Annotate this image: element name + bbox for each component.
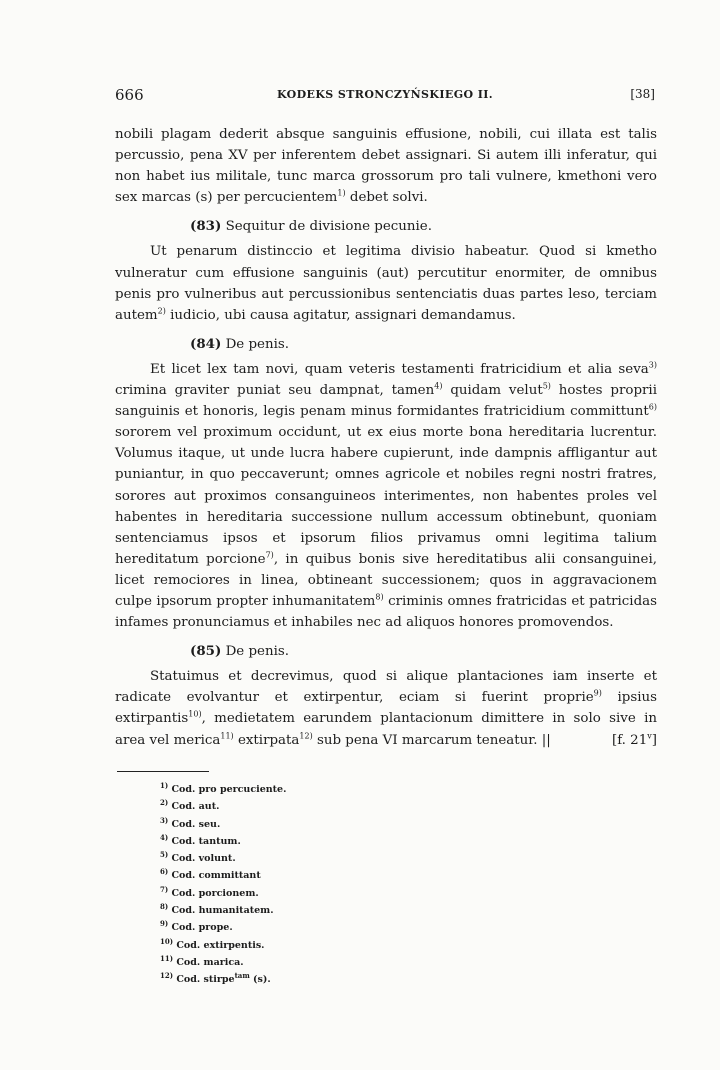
paragraph-continuation: nobili plagam dederit absque sanguinis effusione, nobili, cui illata est talis percussio, pena XV per inferentem debet assignari. Si autem illi inferatur, qui non habet ius militale, tunc marca grossorum pro tali vulnere, kmethoni vero sex marcas (s) per percucientem$^{1)}$ debet solvi. (115, 127, 657, 206)
footnote-ref[interactable]: 8) (375, 592, 384, 602)
footnote-ref[interactable]: 3) (648, 360, 657, 370)
footnote-ref[interactable]: 11) (220, 731, 234, 741)
main-text (115, 124, 657, 751)
paragraph-85: Statuimus et decrevimus, quod si alique plantaciones iam inserte et radicate evolvantur et extirpentur, eciam si fuerint proprie$^{9)}$ ipsius extirpantis$^{10)}$, medietatem earundem plantacionum dimittere in solo sive in area vel merica$^{11)}$ extirpata$^{12)}$ sub pena VI marcarum teneatur. || [f. 21$^v$] (115, 666, 657, 750)
footnote-ref[interactable]: 12) (299, 731, 313, 741)
section-heading-83: (83) Sequitur de divisione pecunie. (190, 218, 432, 235)
footnote-ref[interactable]: 2) (157, 306, 166, 316)
running-title: KODEKS STRONCZYŃSKIEGO II. (276, 88, 494, 101)
footnote: $^{7)}$ Cod. porcionem. (160, 884, 259, 899)
folio-marker: [f. 21$^v$] (611, 731, 657, 748)
section-heading-84: (84) De penis. (190, 335, 290, 352)
footnote: $^{1)}$ Cod. pro percuciente. (160, 780, 287, 795)
footnote: $^{3)}$ Cod. seu. (160, 815, 221, 830)
footnote: $^{10)}$ Cod. extirpentis. (160, 936, 265, 951)
footnote: $^{5)}$ Cod. volunt. (160, 850, 236, 865)
footnote: $^{6)}$ Cod. committant (160, 867, 261, 882)
section-heading-85: (85) De penis. (190, 643, 290, 660)
footnote-ref[interactable]: 6) (648, 402, 657, 412)
paragraph-83: Ut penarum distinccio et legitima divisio habeatur. Quod si kmetho vulneratur cum effusione sanguinis (aut) percutitur enormiter, de omnibus penis pro vulneribus aut percussionibus sentenciatis duas partes leso, terciam autem$^{2)}$ iudicio, ubi causa agitatur, assignari demandamus. (115, 244, 657, 323)
footnote: $^{4)}$ Cod. tantum. (160, 832, 241, 847)
footnote-ref[interactable]: 9) (593, 688, 602, 698)
footnote: $^{8)}$ Cod. humanitatem. (160, 901, 274, 917)
footnote-ref[interactable]: 7) (265, 550, 274, 560)
footnotes-list (160, 781, 286, 989)
signature-mark: [38] (630, 87, 655, 101)
footnote-ref[interactable]: 10) (188, 709, 202, 719)
footnote-ref[interactable]: 1) (337, 188, 346, 198)
footnote: $^{2)}$ Cod. aut. (160, 798, 220, 813)
footnote-ref[interactable]: 4) (434, 381, 443, 391)
footnote: $^{11)}$ Cod. marica. (160, 953, 244, 968)
footnote-ref[interactable]: 5) (542, 381, 551, 391)
paragraph-84: Et licet lex tam novi, quam veteris testamenti fratricidium et alia seva$^{3)}$ crimina graviter puniat seu dampnat, tamen$^{4)}$ quidam velut$^{5)}$ hostes proprii sanguinis et honoris, legis penam minus formidantes fratricidium committunt$^{6)}$ sororem vel proximum occidunt, ut ex eius morte bona hereditaria lucrentur. Volumus itaque, ut unde lucra habere cupierunt, inde dampnis affligantur aut puniantur, in quo peccaverunt; omnes agricole et nobiles regni nostri fratres, sorores aut proximos consanguineos interimentes, non habentes proles vel habentes in hereditaria successione nullum accessum obtinebunt, quoniam sentenciamus ipsos et ipsorum filios privamus omni legitima talium hereditatum porcione$^{7)}$, in quibus bonis sive hereditatibus alii consanguinei, licet remociores in linea, obtineant successionem; quos in aggravacionem culpe ipsorum propter inhumanitatem$^{8)}$ criminis omnes fratricidas et patricidas infames pronunciamus et inhabiles nec ad aliquos honores promovendos. (115, 360, 658, 631)
footnote-rule (117, 771, 209, 772)
footnote: $^{12)}$ Cod. stirpe$^{tam}$ (s). (160, 971, 271, 986)
page-number: 666 (115, 86, 144, 104)
footnote: $^{9)}$ Cod. prope. (160, 919, 233, 934)
